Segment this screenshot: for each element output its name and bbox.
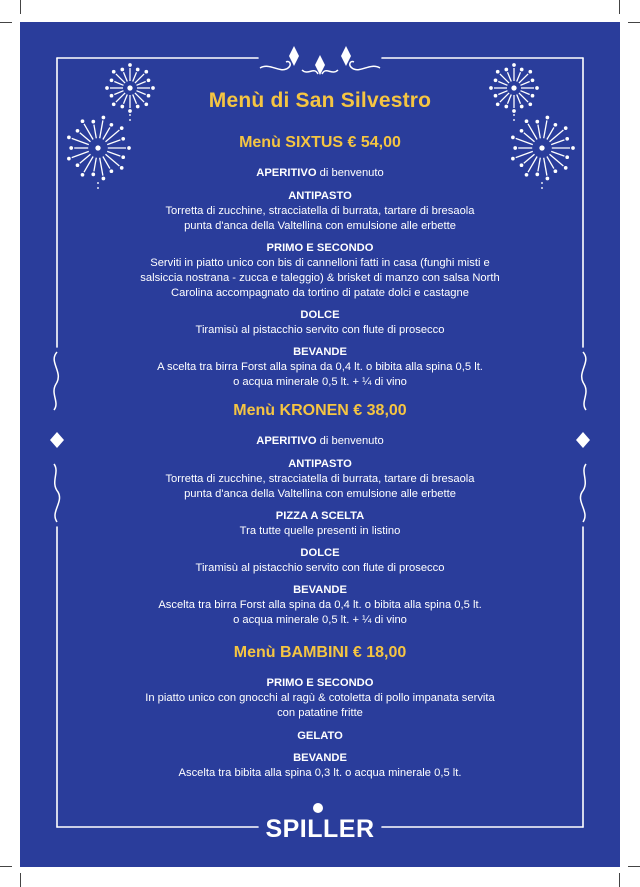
- diamond-icon: [50, 432, 64, 448]
- course-line: con patatine fritte: [277, 707, 363, 719]
- course-line: Torretta di zucchine, stracciatella di burrata, tartare di bresaola: [165, 473, 475, 485]
- course-label: ANTIPASTO: [288, 458, 352, 470]
- course-bevande: [80, 583, 560, 628]
- course-line: Ascelta tra birra Forst alla spina da 0,4 lt. o bibita alla spina 0,5 lt.: [158, 599, 482, 611]
- course-line: punta d'anca della Valtellina con emulsione alle erbette: [184, 220, 456, 232]
- course-line: A scelta tra birra Forst alla spina da 0,4 lt. o bibita alla spina 0,5 lt.: [157, 361, 483, 373]
- course-label: BEVANDE: [293, 752, 347, 764]
- course-dolce: [80, 546, 560, 576]
- menu-section-kronen: [80, 402, 560, 628]
- logo-mark-icon: [313, 803, 323, 813]
- course-label: APERITIVO: [256, 167, 317, 179]
- course-dolce: [80, 308, 560, 338]
- course-primo-secondo: [80, 676, 560, 721]
- course-line: Tiramisù al pistacchio servito con flute di prosecco: [195, 324, 445, 336]
- course-label: BEVANDE: [293, 584, 347, 596]
- course-label: GELATO: [297, 730, 343, 742]
- course-antipasto: [80, 457, 560, 502]
- menu-section-bambini: [80, 644, 560, 781]
- course-bevande: [80, 751, 560, 781]
- course-line: o acqua minerale 0,5 lt. + ¼ di vino: [233, 376, 407, 388]
- diamond-icon: [576, 432, 590, 448]
- menu-heading: Menù BAMBINI € 18,00: [233, 644, 407, 661]
- course-label: DOLCE: [300, 309, 340, 321]
- course-label: DOLCE: [300, 547, 340, 559]
- course-line: Tra tutte quelle presenti in listino: [239, 525, 401, 537]
- course-label: PIZZA A SCELTA: [275, 510, 365, 522]
- course-label: PRIMO E SECONDO: [266, 677, 374, 689]
- course-line: o acqua minerale 0,5 lt. + ¼ di vino: [233, 614, 407, 626]
- course-label: ANTIPASTO: [288, 190, 352, 202]
- course-antipasto: [80, 189, 560, 234]
- course-line: Serviti in piatto unico con bis di cannelloni fatti in casa (funghi misti e: [150, 257, 490, 269]
- course-line: salsiccia nostrana - zucca e taleggio) & brisket di manzo con salsa North: [140, 272, 500, 284]
- course-text: di benvenuto: [319, 435, 384, 447]
- course-primo-secondo: [80, 241, 560, 301]
- course-pizza: [80, 509, 560, 539]
- course-label: PRIMO E SECONDO: [266, 242, 374, 254]
- course-gelato: [80, 729, 560, 744]
- course-aperitivo: [80, 434, 560, 449]
- course-line: Carolina accompagnato da tortino di patate dolci e castagne: [171, 287, 469, 299]
- menu-section-sixtus: [80, 134, 560, 390]
- course-line: Ascelta tra bibita alla spina 0,3 lt. o acqua minerale 0,5 lt.: [178, 767, 462, 779]
- course-text: di benvenuto: [319, 167, 384, 179]
- menu-sheet: [20, 22, 620, 867]
- menu-heading: Menù KRONEN € 38,00: [233, 402, 407, 419]
- brand-logo: SPILLER: [265, 815, 375, 843]
- course-label: BEVANDE: [293, 346, 347, 358]
- course-line: Tiramisù al pistacchio servito con flute di prosecco: [195, 562, 445, 574]
- course-bevande: [80, 345, 560, 390]
- course-line: punta d'anca della Valtellina con emulsione alle erbette: [184, 488, 456, 500]
- diamond-icon: [289, 46, 351, 75]
- page-title: Menù di San Silvestro: [208, 89, 432, 112]
- course-label: APERITIVO: [256, 435, 317, 447]
- course-aperitivo: [80, 166, 560, 181]
- menu-heading: Menù SIXTUS € 54,00: [239, 134, 401, 151]
- course-line: In piatto unico con gnocchi al ragù & cotoletta di pollo impanata servita: [145, 692, 495, 704]
- course-line: Torretta di zucchine, stracciatella di burrata, tartare di bresaola: [165, 205, 475, 217]
